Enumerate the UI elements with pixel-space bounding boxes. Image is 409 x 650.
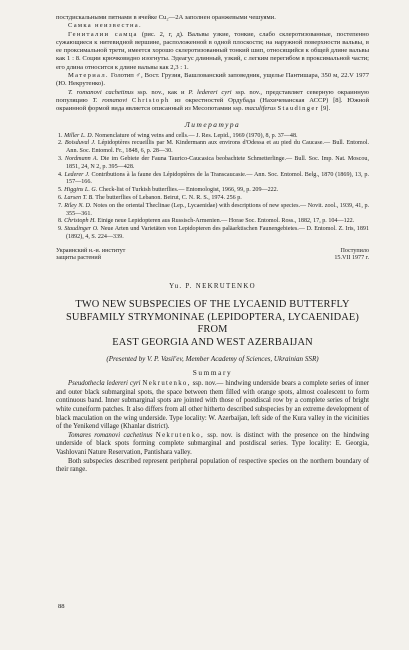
species-name: Pseudothecla ledereri cyri — [68, 380, 141, 388]
reference-author: Riley N. D. — [64, 202, 92, 209]
summary-text: ssp. nov.— hindwing underside bears a complete series of inner and outer black submarginal spots, the space between them filled with orange spots, almost coalescent to form continuous band. Inner submarginal spots are jointed with those of postdiscal row by a complete series of bright white cuneiform patches. It also differs from all other hitherto described subspecies by an extreme development of black maculation on the wing underside. Type locality: W. Azerbaijan, left side of the Kura valley in the vicinities of the Yenikend village (Khanlar district). — [56, 380, 369, 431]
ru-paragraph-remarks — [56, 89, 369, 114]
reference-author: Nordmann A. — [64, 155, 99, 162]
ru-paragraph-genitalia — [56, 31, 369, 72]
institution-name — [56, 248, 125, 263]
reference-item — [56, 203, 369, 219]
author-name: Nekrutenko, — [142, 380, 191, 388]
literature-heading: Литература — [184, 119, 241, 129]
received-date: 15.VII 1977 г. — [334, 255, 369, 262]
summary-paragraph-3: Both subspecies described represent peripheral population of respective species on the northern boundary of their range. — [56, 457, 369, 474]
reference-text: Die im Gebiete der Fauna Taurico-Caucasica beobachtete Schmetterlinge.— Bull. Soc. Imp. Nat. Moscou, 1851, 24, N 2, p. 395—428. — [66, 155, 369, 170]
reference-item — [56, 195, 369, 203]
received-label: Поступило — [340, 247, 369, 254]
species-name: P. ledereri cyri — [188, 88, 232, 96]
reference-number: 7. — [58, 202, 63, 209]
english-author: Yu. P. NEKRUTENKO — [169, 282, 256, 290]
ru-remarks-text: из окрестностей Ордубада (Нахичеванская АССР) [8]. Южной окраинной формой вида является описанный из Месопотамии ssp. — [56, 96, 369, 113]
species-name: Tomares romanovi cachetinus — [68, 431, 153, 439]
received-block — [334, 248, 369, 263]
reference-number: 1. — [58, 132, 63, 139]
ru-remarks-text: [9]. — [320, 105, 331, 113]
presented-by: (Presented by V. P. Vasil'ev, Member Academy of Sciences, Ukrainian SSR) — [106, 355, 319, 364]
title-line: TWO NEW SUBSPECIES OF THE LYCAENID BUTTERFLY — [75, 298, 350, 310]
ru-genitalia-body: (рис. 2, г, д). Вальвы узкие, тонкие, слабо склеротизованные, постепенно сужающиеся к нитевидной вершине, расположенной в одной плоскости; на наружной поверхности вальвы, в ее проксимальной трети, имеется хорошо склеротизованный тонкий шип, относящийся к общей длине вальвы как 1 : 8. Соции крючковидно изогнуты. Эдеагус длинный, узкий, с легким перегибом в проксимальной части; его длина относится к длине вальвы как 2,3 : 1. — [56, 30, 369, 71]
author-name: Christoph — [131, 96, 170, 104]
reference-author: Higgins L. G. — [64, 187, 98, 194]
summary-text: ssp. nov. is distinct with the presence on the hindwing underside of black spots forming complete submarginal and postdiscal series. Type locality: E. Georgia, Vashlovani Nature Reservation, Pantishara valley. — [56, 431, 370, 457]
reference-list — [56, 133, 369, 242]
ru-genitalia-heading: Гениталии самца — [68, 30, 138, 38]
summary-paragraph-1 — [56, 380, 369, 432]
reference-author: Staudinger O. — [64, 226, 99, 233]
reference-text: Nomenclature of wing veins and cells.— J. Res. Lepid., 1969 (1970), 8, p. 37—48. — [94, 132, 298, 139]
reference-item — [56, 226, 369, 242]
reference-author: Christoph H. — [64, 218, 96, 225]
ru-remarks-text: ssp. nov., представляет северную окраинную популяцию — [56, 88, 369, 104]
species-name: T. romanovi — [92, 96, 128, 104]
english-title — [56, 299, 369, 349]
reference-text: The butterflies of Lebanon. Beirut, C. N. R. S., 1974. 256 p. — [95, 194, 242, 201]
reference-item — [56, 140, 369, 156]
summary-heading: Summary — [192, 368, 233, 378]
ru-paragraph-material — [56, 72, 369, 89]
reference-text: Contributions à la faune des Lépidoptères de la Transcaucasie.— Ann. Soc. Entomol. Belg., 1870 (1869), 13, p. 157—166. — [66, 171, 369, 186]
title-line: SUBFAMILY STRYMONINAE (LEPIDOPTERA, LYCAENIDAE) FROM — [65, 311, 359, 336]
author-name: Staudinger — [277, 105, 320, 113]
ru-female-heading: Самка неизвестна. — [68, 22, 142, 30]
reference-number: 6. — [58, 194, 63, 201]
ru-remarks-text: ssp. nov., как и — [137, 88, 185, 96]
ru-material-heading: Материал. — [68, 72, 109, 80]
reference-author: Larsen T. B. — [64, 194, 94, 201]
reference-number: 2. — [58, 140, 63, 147]
reference-item — [56, 187, 369, 195]
species-name: T. romanovi cachetinus — [68, 88, 134, 96]
institution-line: Украинский н.-и. институт — [56, 247, 126, 254]
page-number: 88 — [58, 603, 65, 610]
reference-text: Neue Arten und Varietäten von Lepidopteren des paläarktischen Faunengebietes.— D. Entomol. Z. Iris, 1891 (1892), 4, S. 224—339. — [66, 226, 369, 240]
reference-number: 5. — [58, 187, 63, 194]
author-name: Nekrutenko, — [155, 431, 204, 439]
reference-text: Einige neue Lepidopteren aus Russisch-Armenien.— Horae Soc. Entomol. Ross., 1882, 17, p. 104—122. — [97, 218, 355, 225]
ru-material-body: Голотип ♂, Вост. Грузия, Вашлованский заповедник, ущелье Пантишара, 350 м, 22.V 1977 (Ю. Некрутенко). — [56, 72, 369, 88]
reference-number: 8. — [58, 218, 63, 225]
reference-text: Check-list of Turkish butterflies.— Entomologist, 1966, 99, p. 209—222. — [98, 187, 279, 194]
ru-paragraph-1: постдискальными пятнами в ячейке Cu₂—2A заполнен оранжевыми чешуями. — [56, 14, 276, 21]
ru-paragraph-female — [56, 22, 369, 30]
reference-item — [56, 172, 369, 188]
summary-paragraph-2 — [56, 432, 369, 458]
reference-author: Lederer J. — [64, 171, 90, 178]
reference-number: 9. — [58, 226, 63, 233]
reference-text: Lépidoptères recueillis par M. Kindermann aux environs d'Odessa et au pied du Caucase.— Bull. Entomol. Ann. Soc. Entomol. Fr., 1848, 6, p. 28—30. — [66, 140, 370, 155]
reference-author: Boisduval J. — [64, 140, 96, 147]
reference-text: Notes on the oriental Theclinae (Lep., Lycaenidae) with descriptions of new species.— Novit. zool., 1939, 41, p. 355—361. — [66, 202, 370, 217]
title-line: EAST GEORGIA AND WEST AZERBAIJAN — [112, 336, 313, 348]
reference-number: 3. — [58, 155, 63, 162]
reference-number: 4. — [58, 171, 63, 178]
reference-item — [56, 218, 369, 226]
reference-author: Miller L. D. — [64, 132, 94, 139]
institution-line: защиты растений — [56, 255, 101, 262]
institution-block — [56, 248, 369, 263]
species-name: maculiferus — [244, 105, 276, 113]
reference-item — [56, 156, 369, 172]
reference-item — [56, 133, 369, 141]
